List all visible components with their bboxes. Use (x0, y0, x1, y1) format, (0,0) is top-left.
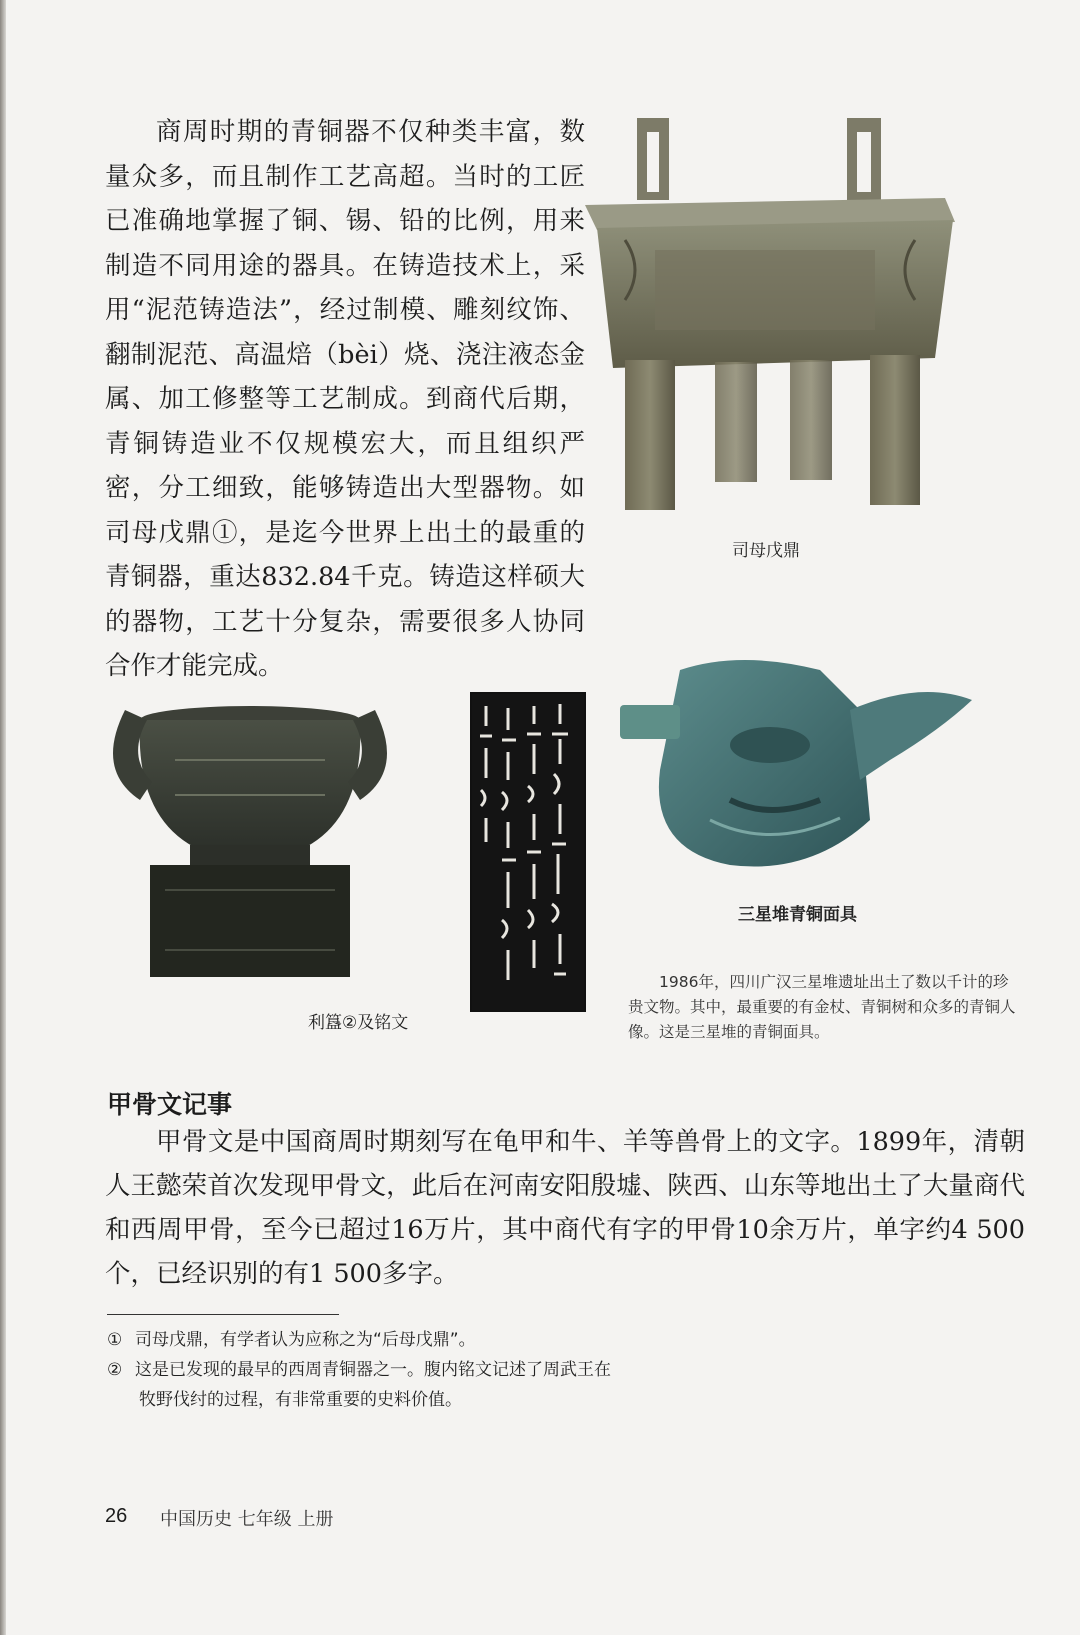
ligui-inscription-image (470, 692, 586, 1012)
ligui-image (105, 700, 395, 982)
mask-image (620, 650, 980, 885)
footnote-text: 司母戊鼎，有学者认为应称之为“后母戊鼎”。 (135, 1330, 476, 1350)
section-paragraph: 甲骨文是中国商周时期刻写在龟甲和牛、羊等兽骨上的文字。1899年，清朝人王懿荣首次发现甲骨文，此后在河南安阳殷墟、陕西、山东等地出土了大量商代和西周甲骨，至今已超过16万片，其中商代有字的甲骨10余万片，单字约4 500个，已经识别的有1 500多字。 (105, 1127, 1025, 1289)
footnote-1 (107, 1325, 476, 1355)
mask-caption-title: 三星堆青铜面具 (738, 905, 857, 925)
ligui-caption: 利簋②及铭文 (308, 1013, 409, 1033)
intro-paragraph: 商周时期的青铜器不仅种类丰富，数量众多，而且制作工艺高超。当时的工匠已准确地掌握了铜、锡、铅的比例，用来制造不同用途的器具。在铸造技术上，采用“泥范铸造法”，经过制模、雕刻纹饰、翻制泥范、高温焙（bèi）烧、浇注液态金属、加工修整等工艺制成。到商代后期，青铜铸造业不仅规模宏大，而且组织严密，分工细致，能够铸造出大型器物。如司母戊鼎①，是迄今世界上出土的最重的青铜器，重达832.84千克。铸造这样硕大的器物，工艺十分复杂，需要很多人协同合作才能完成。 (105, 117, 585, 681)
footnote-text: 这是已发现的最早的西周青铜器之一。腹内铭文记述了周武王在 (135, 1360, 611, 1380)
footnote-mark: ① (107, 1330, 123, 1350)
footnote-mark: ② (107, 1360, 123, 1380)
book-title: 中国历史 七年级 上册 (160, 1509, 334, 1530)
page-binding-edge (0, 0, 6, 1635)
page-number: 26 (105, 1505, 128, 1527)
footnote-divider (107, 1314, 339, 1315)
footnote-text-continued: 牧野伐纣的过程，有非常重要的史料价值。 (139, 1390, 462, 1410)
footnote-2 (107, 1355, 611, 1415)
intro-text (105, 110, 585, 689)
ding-caption: 司母戊鼎 (732, 541, 800, 561)
ding-image (585, 110, 960, 525)
section-body (105, 1120, 1025, 1296)
section-heading: 甲骨文记事 (107, 1090, 233, 1119)
mask-caption-description: 1986年，四川广汉三星堆遗址出土了数以千计的珍贵文物。其中，最重要的有金杖、青铜树和众多的青铜人像。这是三星堆的青铜面具。 (628, 973, 1016, 1041)
